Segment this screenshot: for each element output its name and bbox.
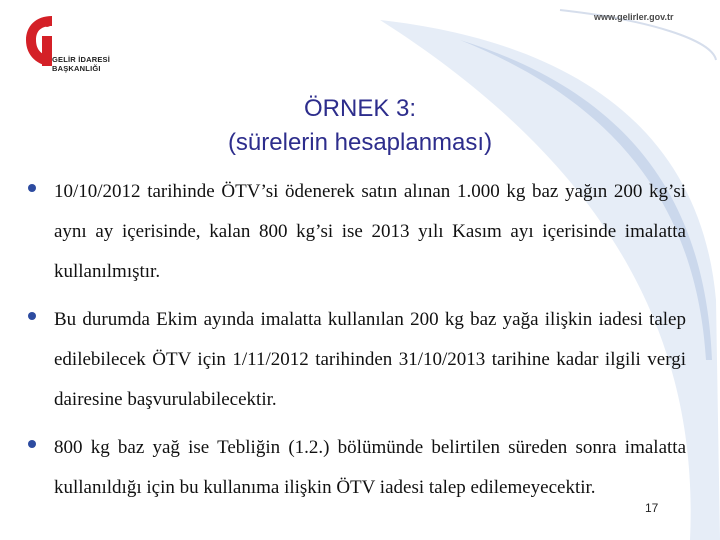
slide-title bbox=[150, 92, 570, 160]
bullet-item bbox=[26, 300, 686, 420]
bullet-text: 10/10/2012 tarihinde ÖTV’si ödenerek satın alınan 1.000 kg baz yağın 200 kg’si aynı ay içerisinde, kalan 800 kg’si ise 2013 yılı Kasım ayı içerisinde imalatta kullanılmıştır. bbox=[54, 181, 686, 282]
logo-text bbox=[52, 55, 110, 73]
page-number: 17 bbox=[645, 501, 659, 515]
bullet-text: Bu durumda Ekim ayında imalatta kullanılan 200 kg baz yağa ilişkin iadesi talep edilebilecek ÖTV için 1/11/2012 tarihinden 31/10/2013 tarihine kadar ilgili vergi dairesine başvurulabilecektir. bbox=[54, 309, 686, 410]
bullet-item bbox=[26, 172, 686, 292]
bullet-dot-icon bbox=[28, 312, 36, 320]
logo-line-2: BAŞKANLIĞI bbox=[52, 64, 101, 73]
title-line-1: ÖRNEK 3: bbox=[303, 95, 417, 122]
bullet-dot-icon bbox=[28, 184, 36, 192]
logo-line-1: GELİR İDARESİ bbox=[52, 55, 111, 64]
title-line-2: (sürelerin hesaplanması) bbox=[227, 129, 493, 156]
bullet-dot-icon bbox=[28, 440, 36, 448]
bullet-item bbox=[26, 428, 686, 508]
bullet-text: 800 kg baz yağ ise Tebliğin (1.2.) bölümünde belirtilen süreden sonra imalatta kullanıldığı için bu kullanıma ilişkin ÖTV iadesi talep edilemeyecektir. bbox=[54, 437, 686, 498]
website-link[interactable]: www.gelirler.gov.tr bbox=[594, 12, 674, 22]
bullet-list bbox=[26, 172, 686, 516]
gib-logo bbox=[22, 12, 132, 74]
